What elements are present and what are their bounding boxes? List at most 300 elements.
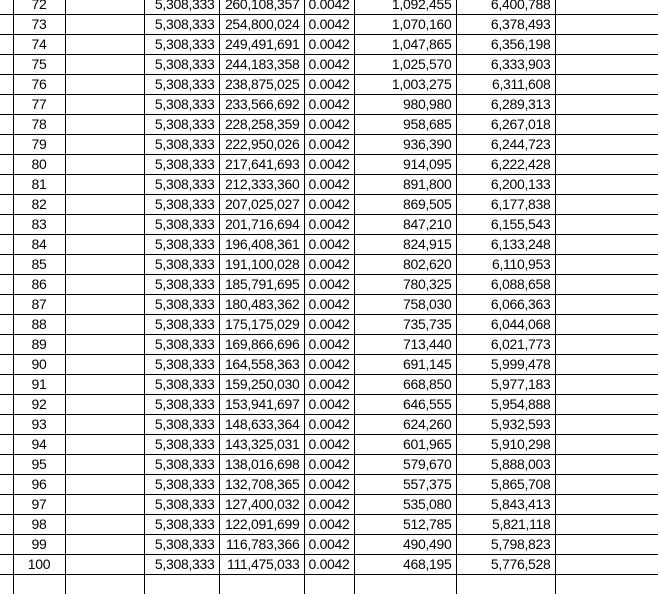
rate-cell[interactable]: 0.0042: [304, 515, 354, 535]
table-row: [0, 235, 658, 255]
interest-cell[interactable]: 891,800: [354, 175, 456, 195]
balance-cell[interactable]: 143,325,031: [219, 435, 304, 455]
installment-cell[interactable]: 5,308,333: [144, 255, 219, 275]
table-row: [0, 195, 658, 215]
installment-cell[interactable]: 5,308,333: [144, 215, 219, 235]
interest-cell[interactable]: 713,440: [354, 335, 456, 355]
period-number-cell[interactable]: 90: [13, 355, 65, 375]
blank-cell[interactable]: [65, 75, 144, 95]
table-row: [0, 215, 658, 235]
trailing-empty-cell[interactable]: [555, 235, 658, 255]
rate-cell[interactable]: 0.0042: [304, 0, 354, 15]
row-edge-cell[interactable]: [0, 35, 13, 55]
balance-cell[interactable]: 111,475,033: [219, 555, 304, 575]
row-edge-cell[interactable]: [0, 195, 13, 215]
interest-cell[interactable]: 646,555: [354, 395, 456, 415]
interest-cell[interactable]: 557,375: [354, 475, 456, 495]
installment-cell[interactable]: 5,308,333: [144, 75, 219, 95]
period-number-cell[interactable]: 87: [13, 295, 65, 315]
trailing-empty-cell[interactable]: [555, 355, 658, 375]
rate-cell[interactable]: 0.0042: [304, 235, 354, 255]
blank-cell[interactable]: [65, 155, 144, 175]
total-payment-cell[interactable]: 5,821,118: [456, 515, 555, 535]
table-row: [0, 55, 658, 75]
interest-cell[interactable]: 1,047,865: [354, 35, 456, 55]
table-row: [0, 295, 658, 315]
balance-cell[interactable]: 207,025,027: [219, 195, 304, 215]
total-payment-cell[interactable]: 5,954,888: [456, 395, 555, 415]
rate-cell[interactable]: 0.0042: [304, 435, 354, 455]
period-number-cell[interactable]: 84: [13, 235, 65, 255]
blank-cell[interactable]: [65, 115, 144, 135]
trailing-empty-cell[interactable]: [555, 35, 658, 55]
trailing-empty-cell[interactable]: [555, 475, 658, 495]
table-row: [0, 335, 658, 355]
period-number-cell[interactable]: 92: [13, 395, 65, 415]
installment-cell[interactable]: 5,308,333: [144, 535, 219, 555]
balance-cell[interactable]: 228,258,359: [219, 115, 304, 135]
rate-cell[interactable]: 0.0042: [304, 215, 354, 235]
total-payment-cell[interactable]: 5,776,528: [456, 555, 555, 575]
rate-cell[interactable]: 0.0042: [304, 135, 354, 155]
row-edge-cell[interactable]: [0, 275, 13, 295]
total-payment-cell[interactable]: 5,932,593: [456, 415, 555, 435]
empty-cell[interactable]: [304, 575, 354, 594]
installment-cell[interactable]: 5,308,333: [144, 175, 219, 195]
table-row: [0, 515, 658, 535]
row-edge-cell[interactable]: [0, 255, 13, 275]
total-payment-cell[interactable]: 6,177,838: [456, 195, 555, 215]
interest-cell[interactable]: 468,195: [354, 555, 456, 575]
blank-cell[interactable]: [65, 35, 144, 55]
interest-cell[interactable]: 1,003,275: [354, 75, 456, 95]
table-row: [0, 495, 658, 515]
period-number-cell[interactable]: 76: [13, 75, 65, 95]
trailing-empty-cell[interactable]: [555, 415, 658, 435]
total-payment-cell[interactable]: 5,865,708: [456, 475, 555, 495]
balance-cell[interactable]: 132,708,365: [219, 475, 304, 495]
trailing-empty-cell[interactable]: [555, 175, 658, 195]
period-number-cell[interactable]: 85: [13, 255, 65, 275]
table-row: [0, 555, 658, 575]
row-edge-cell[interactable]: [0, 515, 13, 535]
installment-cell[interactable]: 5,308,333: [144, 135, 219, 155]
blank-cell[interactable]: [65, 515, 144, 535]
row-edge-cell[interactable]: [0, 335, 13, 355]
balance-cell[interactable]: 169,866,696: [219, 335, 304, 355]
trailing-empty-cell[interactable]: [555, 375, 658, 395]
installment-cell[interactable]: 5,308,333: [144, 515, 219, 535]
empty-cell[interactable]: [0, 575, 13, 594]
period-number-cell[interactable]: 100: [13, 555, 65, 575]
blank-cell[interactable]: [65, 195, 144, 215]
blank-cell[interactable]: [65, 495, 144, 515]
period-number-cell[interactable]: 74: [13, 35, 65, 55]
trailing-empty-cell[interactable]: [555, 515, 658, 535]
row-edge-cell[interactable]: [0, 0, 13, 15]
interest-cell[interactable]: 958,685: [354, 115, 456, 135]
interest-cell[interactable]: 847,210: [354, 215, 456, 235]
total-payment-cell[interactable]: 6,066,363: [456, 295, 555, 315]
blank-cell[interactable]: [65, 535, 144, 555]
total-payment-cell[interactable]: 5,910,298: [456, 435, 555, 455]
interest-cell[interactable]: 535,080: [354, 495, 456, 515]
rate-cell[interactable]: 0.0042: [304, 275, 354, 295]
table-row: [0, 35, 658, 55]
rate-cell[interactable]: 0.0042: [304, 395, 354, 415]
installment-cell[interactable]: 5,308,333: [144, 155, 219, 175]
balance-cell[interactable]: 159,250,030: [219, 375, 304, 395]
period-number-cell[interactable]: 91: [13, 375, 65, 395]
empty-cell[interactable]: [354, 575, 456, 594]
blank-cell[interactable]: [65, 0, 144, 15]
table-row: [0, 135, 658, 155]
installment-cell[interactable]: 5,308,333: [144, 195, 219, 215]
trailing-empty-cell[interactable]: [555, 395, 658, 415]
balance-cell[interactable]: 122,091,699: [219, 515, 304, 535]
table-row: [0, 375, 658, 395]
rate-cell[interactable]: 0.0042: [304, 475, 354, 495]
balance-cell[interactable]: 201,716,694: [219, 215, 304, 235]
balance-cell[interactable]: 238,875,025: [219, 75, 304, 95]
balance-cell[interactable]: 233,566,692: [219, 95, 304, 115]
row-edge-cell[interactable]: [0, 215, 13, 235]
rate-cell[interactable]: 0.0042: [304, 455, 354, 475]
rate-cell[interactable]: 0.0042: [304, 195, 354, 215]
trailing-empty-cell[interactable]: [555, 195, 658, 215]
interest-cell[interactable]: 780,325: [354, 275, 456, 295]
period-number-cell[interactable]: 88: [13, 315, 65, 335]
trailing-empty-cell[interactable]: [555, 0, 658, 15]
total-payment-cell[interactable]: 6,155,543: [456, 215, 555, 235]
blank-cell[interactable]: [65, 375, 144, 395]
table-row: [0, 535, 658, 555]
balance-cell[interactable]: 191,100,028: [219, 255, 304, 275]
period-number-cell[interactable]: 97: [13, 495, 65, 515]
trailing-empty-cell[interactable]: [555, 135, 658, 155]
rate-cell[interactable]: 0.0042: [304, 495, 354, 515]
blank-cell[interactable]: [65, 15, 144, 35]
empty-cell[interactable]: [219, 575, 304, 594]
total-payment-cell[interactable]: 5,843,413: [456, 495, 555, 515]
table-row: [0, 435, 658, 455]
total-payment-cell[interactable]: 6,356,198: [456, 35, 555, 55]
rate-cell[interactable]: 0.0042: [304, 375, 354, 395]
interest-cell[interactable]: 802,620: [354, 255, 456, 275]
balance-cell[interactable]: 127,400,032: [219, 495, 304, 515]
balance-cell[interactable]: 260,108,357: [219, 0, 304, 15]
balance-cell[interactable]: 116,783,366: [219, 535, 304, 555]
row-edge-cell[interactable]: [0, 495, 13, 515]
blank-cell[interactable]: [65, 355, 144, 375]
total-payment-cell[interactable]: 6,311,608: [456, 75, 555, 95]
trailing-empty-cell[interactable]: [555, 115, 658, 135]
table-row: [0, 175, 658, 195]
interest-cell[interactable]: 668,850: [354, 375, 456, 395]
table-row: [0, 415, 658, 435]
installment-cell[interactable]: 5,308,333: [144, 355, 219, 375]
installment-cell[interactable]: 5,308,333: [144, 415, 219, 435]
trailing-empty-cell[interactable]: [555, 455, 658, 475]
blank-cell[interactable]: [65, 55, 144, 75]
table-row: [0, 15, 658, 35]
row-edge-cell[interactable]: [0, 75, 13, 95]
installment-cell[interactable]: 5,308,333: [144, 495, 219, 515]
row-edge-cell[interactable]: [0, 415, 13, 435]
period-number-cell[interactable]: 80: [13, 155, 65, 175]
trailing-empty-cell[interactable]: [555, 435, 658, 455]
balance-cell[interactable]: 138,016,698: [219, 455, 304, 475]
blank-cell[interactable]: [65, 275, 144, 295]
row-edge-cell[interactable]: [0, 55, 13, 75]
blank-cell[interactable]: [65, 415, 144, 435]
rate-cell[interactable]: 0.0042: [304, 535, 354, 555]
period-number-cell[interactable]: 81: [13, 175, 65, 195]
period-number-cell[interactable]: 86: [13, 275, 65, 295]
period-number-cell[interactable]: 78: [13, 115, 65, 135]
trailing-empty-cell[interactable]: [555, 335, 658, 355]
total-payment-cell[interactable]: 6,378,493: [456, 15, 555, 35]
interest-cell[interactable]: 624,260: [354, 415, 456, 435]
period-number-cell[interactable]: 82: [13, 195, 65, 215]
interest-cell[interactable]: 1,025,570: [354, 55, 456, 75]
installment-cell[interactable]: 5,308,333: [144, 375, 219, 395]
total-payment-cell[interactable]: 6,244,723: [456, 135, 555, 155]
period-number-cell[interactable]: 94: [13, 435, 65, 455]
table-row: [0, 275, 658, 295]
rate-cell[interactable]: 0.0042: [304, 15, 354, 35]
row-edge-cell[interactable]: [0, 235, 13, 255]
blank-cell[interactable]: [65, 555, 144, 575]
row-edge-cell[interactable]: [0, 375, 13, 395]
trailing-empty-cell[interactable]: [555, 315, 658, 335]
balance-cell[interactable]: 196,408,361: [219, 235, 304, 255]
row-edge-cell[interactable]: [0, 115, 13, 135]
row-edge-cell[interactable]: [0, 315, 13, 335]
balance-cell[interactable]: 254,800,024: [219, 15, 304, 35]
row-edge-cell[interactable]: [0, 475, 13, 495]
total-payment-cell[interactable]: 6,222,428: [456, 155, 555, 175]
interest-cell[interactable]: 601,965: [354, 435, 456, 455]
period-number-cell[interactable]: 89: [13, 335, 65, 355]
row-edge-cell[interactable]: [0, 135, 13, 155]
trailing-empty-cell[interactable]: [555, 215, 658, 235]
trailing-empty-cell[interactable]: [555, 15, 658, 35]
table-row-empty: [0, 575, 658, 594]
installment-cell[interactable]: 5,308,333: [144, 295, 219, 315]
installment-cell[interactable]: 5,308,333: [144, 235, 219, 255]
trailing-empty-cell[interactable]: [555, 555, 658, 575]
interest-cell[interactable]: 869,505: [354, 195, 456, 215]
empty-cell[interactable]: [65, 575, 144, 594]
trailing-empty-cell[interactable]: [555, 495, 658, 515]
rate-cell[interactable]: 0.0042: [304, 175, 354, 195]
total-payment-cell[interactable]: 6,133,248: [456, 235, 555, 255]
blank-cell[interactable]: [65, 215, 144, 235]
period-number-cell[interactable]: 79: [13, 135, 65, 155]
total-payment-cell[interactable]: 6,044,068: [456, 315, 555, 335]
period-number-cell[interactable]: 99: [13, 535, 65, 555]
interest-cell[interactable]: 691,145: [354, 355, 456, 375]
row-edge-cell[interactable]: [0, 15, 13, 35]
balance-cell[interactable]: 212,333,360: [219, 175, 304, 195]
installment-cell[interactable]: 5,308,333: [144, 555, 219, 575]
table-row: [0, 455, 658, 475]
period-number-cell[interactable]: 75: [13, 55, 65, 75]
table-row: [0, 115, 658, 135]
trailing-empty-cell[interactable]: [555, 255, 658, 275]
trailing-empty-cell[interactable]: [555, 295, 658, 315]
period-number-cell[interactable]: 95: [13, 455, 65, 475]
balance-cell[interactable]: 175,175,029: [219, 315, 304, 335]
installment-cell[interactable]: 5,308,333: [144, 115, 219, 135]
interest-cell[interactable]: 758,030: [354, 295, 456, 315]
total-payment-cell[interactable]: 6,289,313: [456, 95, 555, 115]
installment-cell[interactable]: 5,308,333: [144, 475, 219, 495]
table-row: [0, 255, 658, 275]
blank-cell[interactable]: [65, 235, 144, 255]
interest-cell[interactable]: 936,390: [354, 135, 456, 155]
balance-cell[interactable]: 217,641,693: [219, 155, 304, 175]
empty-cell[interactable]: [13, 575, 65, 594]
row-edge-cell[interactable]: [0, 535, 13, 555]
interest-cell[interactable]: 512,785: [354, 515, 456, 535]
installment-cell[interactable]: 5,308,333: [144, 0, 219, 15]
installment-cell[interactable]: 5,308,333: [144, 315, 219, 335]
row-edge-cell[interactable]: [0, 295, 13, 315]
interest-cell[interactable]: 735,735: [354, 315, 456, 335]
installment-cell[interactable]: 5,308,333: [144, 335, 219, 355]
installment-cell[interactable]: 5,308,333: [144, 275, 219, 295]
rate-cell[interactable]: 0.0042: [304, 415, 354, 435]
interest-cell[interactable]: 914,095: [354, 155, 456, 175]
period-number-cell[interactable]: 77: [13, 95, 65, 115]
rate-cell[interactable]: 0.0042: [304, 295, 354, 315]
blank-cell[interactable]: [65, 475, 144, 495]
interest-cell[interactable]: 490,490: [354, 535, 456, 555]
trailing-empty-cell[interactable]: [555, 95, 658, 115]
empty-cell[interactable]: [144, 575, 219, 594]
installment-cell[interactable]: 5,308,333: [144, 95, 219, 115]
balance-cell[interactable]: 244,183,358: [219, 55, 304, 75]
row-edge-cell[interactable]: [0, 555, 13, 575]
balance-cell[interactable]: 222,950,026: [219, 135, 304, 155]
total-payment-cell[interactable]: 5,977,183: [456, 375, 555, 395]
row-edge-cell[interactable]: [0, 175, 13, 195]
rate-cell[interactable]: 0.0042: [304, 255, 354, 275]
total-payment-cell[interactable]: 5,888,003: [456, 455, 555, 475]
period-number-cell[interactable]: 73: [13, 15, 65, 35]
total-payment-cell[interactable]: 5,999,478: [456, 355, 555, 375]
blank-cell[interactable]: [65, 335, 144, 355]
interest-cell[interactable]: 1,092,455: [354, 0, 456, 15]
trailing-empty-cell[interactable]: [555, 55, 658, 75]
total-payment-cell[interactable]: 6,021,773: [456, 335, 555, 355]
trailing-empty-cell[interactable]: [555, 155, 658, 175]
rate-cell[interactable]: 0.0042: [304, 315, 354, 335]
trailing-empty-cell[interactable]: [555, 75, 658, 95]
blank-cell[interactable]: [65, 435, 144, 455]
installment-cell[interactable]: 5,308,333: [144, 395, 219, 415]
installment-cell[interactable]: 5,308,333: [144, 15, 219, 35]
blank-cell[interactable]: [65, 175, 144, 195]
total-payment-cell[interactable]: 6,088,658: [456, 275, 555, 295]
row-edge-cell[interactable]: [0, 455, 13, 475]
installment-cell[interactable]: 5,308,333: [144, 55, 219, 75]
total-payment-cell[interactable]: 6,333,903: [456, 55, 555, 75]
balance-cell[interactable]: 153,941,697: [219, 395, 304, 415]
period-number-cell[interactable]: 98: [13, 515, 65, 535]
total-payment-cell[interactable]: 6,267,018: [456, 115, 555, 135]
balance-cell[interactable]: 164,558,363: [219, 355, 304, 375]
table-row: [0, 395, 658, 415]
row-edge-cell[interactable]: [0, 395, 13, 415]
rate-cell[interactable]: 0.0042: [304, 355, 354, 375]
balance-cell[interactable]: 148,633,364: [219, 415, 304, 435]
interest-cell[interactable]: 824,915: [354, 235, 456, 255]
installment-cell[interactable]: 5,308,333: [144, 455, 219, 475]
blank-cell[interactable]: [65, 455, 144, 475]
blank-cell[interactable]: [65, 295, 144, 315]
row-edge-cell[interactable]: [0, 155, 13, 175]
total-payment-cell[interactable]: 6,400,788: [456, 0, 555, 15]
table-row: [0, 95, 658, 115]
row-edge-cell[interactable]: [0, 95, 13, 115]
period-number-cell[interactable]: 93: [13, 415, 65, 435]
empty-cell[interactable]: [456, 575, 555, 594]
empty-cell[interactable]: [555, 575, 658, 594]
total-payment-cell[interactable]: 6,110,953: [456, 255, 555, 275]
table-row: [0, 75, 658, 95]
installment-cell[interactable]: 5,308,333: [144, 35, 219, 55]
rate-cell[interactable]: 0.0042: [304, 35, 354, 55]
row-edge-cell[interactable]: [0, 355, 13, 375]
blank-cell[interactable]: [65, 95, 144, 115]
rate-cell[interactable]: 0.0042: [304, 95, 354, 115]
installment-cell[interactable]: 5,308,333: [144, 435, 219, 455]
rate-cell[interactable]: 0.0042: [304, 75, 354, 95]
rate-cell[interactable]: 0.0042: [304, 155, 354, 175]
rate-cell[interactable]: 0.0042: [304, 115, 354, 135]
blank-cell[interactable]: [65, 135, 144, 155]
rate-cell[interactable]: 0.0042: [304, 555, 354, 575]
row-edge-cell[interactable]: [0, 435, 13, 455]
blank-cell[interactable]: [65, 315, 144, 335]
blank-cell[interactable]: [65, 395, 144, 415]
interest-cell[interactable]: 1,070,160: [354, 15, 456, 35]
interest-cell[interactable]: 980,980: [354, 95, 456, 115]
interest-cell[interactable]: 579,670: [354, 455, 456, 475]
rate-cell[interactable]: 0.0042: [304, 55, 354, 75]
total-payment-cell[interactable]: 5,798,823: [456, 535, 555, 555]
table-row: [0, 155, 658, 175]
total-payment-cell[interactable]: 6,200,133: [456, 175, 555, 195]
period-number-cell[interactable]: 72: [13, 0, 65, 15]
table-row: [0, 315, 658, 335]
balance-cell[interactable]: 180,483,362: [219, 295, 304, 315]
trailing-empty-cell[interactable]: [555, 275, 658, 295]
trailing-empty-cell[interactable]: [555, 535, 658, 555]
table-row: [0, 0, 658, 15]
table-row: [0, 355, 658, 375]
period-number-cell[interactable]: 83: [13, 215, 65, 235]
period-number-cell[interactable]: 96: [13, 475, 65, 495]
balance-cell[interactable]: 249,491,691: [219, 35, 304, 55]
balance-cell[interactable]: 185,791,695: [219, 275, 304, 295]
rate-cell[interactable]: 0.0042: [304, 335, 354, 355]
blank-cell[interactable]: [65, 255, 144, 275]
table-row: [0, 475, 658, 495]
